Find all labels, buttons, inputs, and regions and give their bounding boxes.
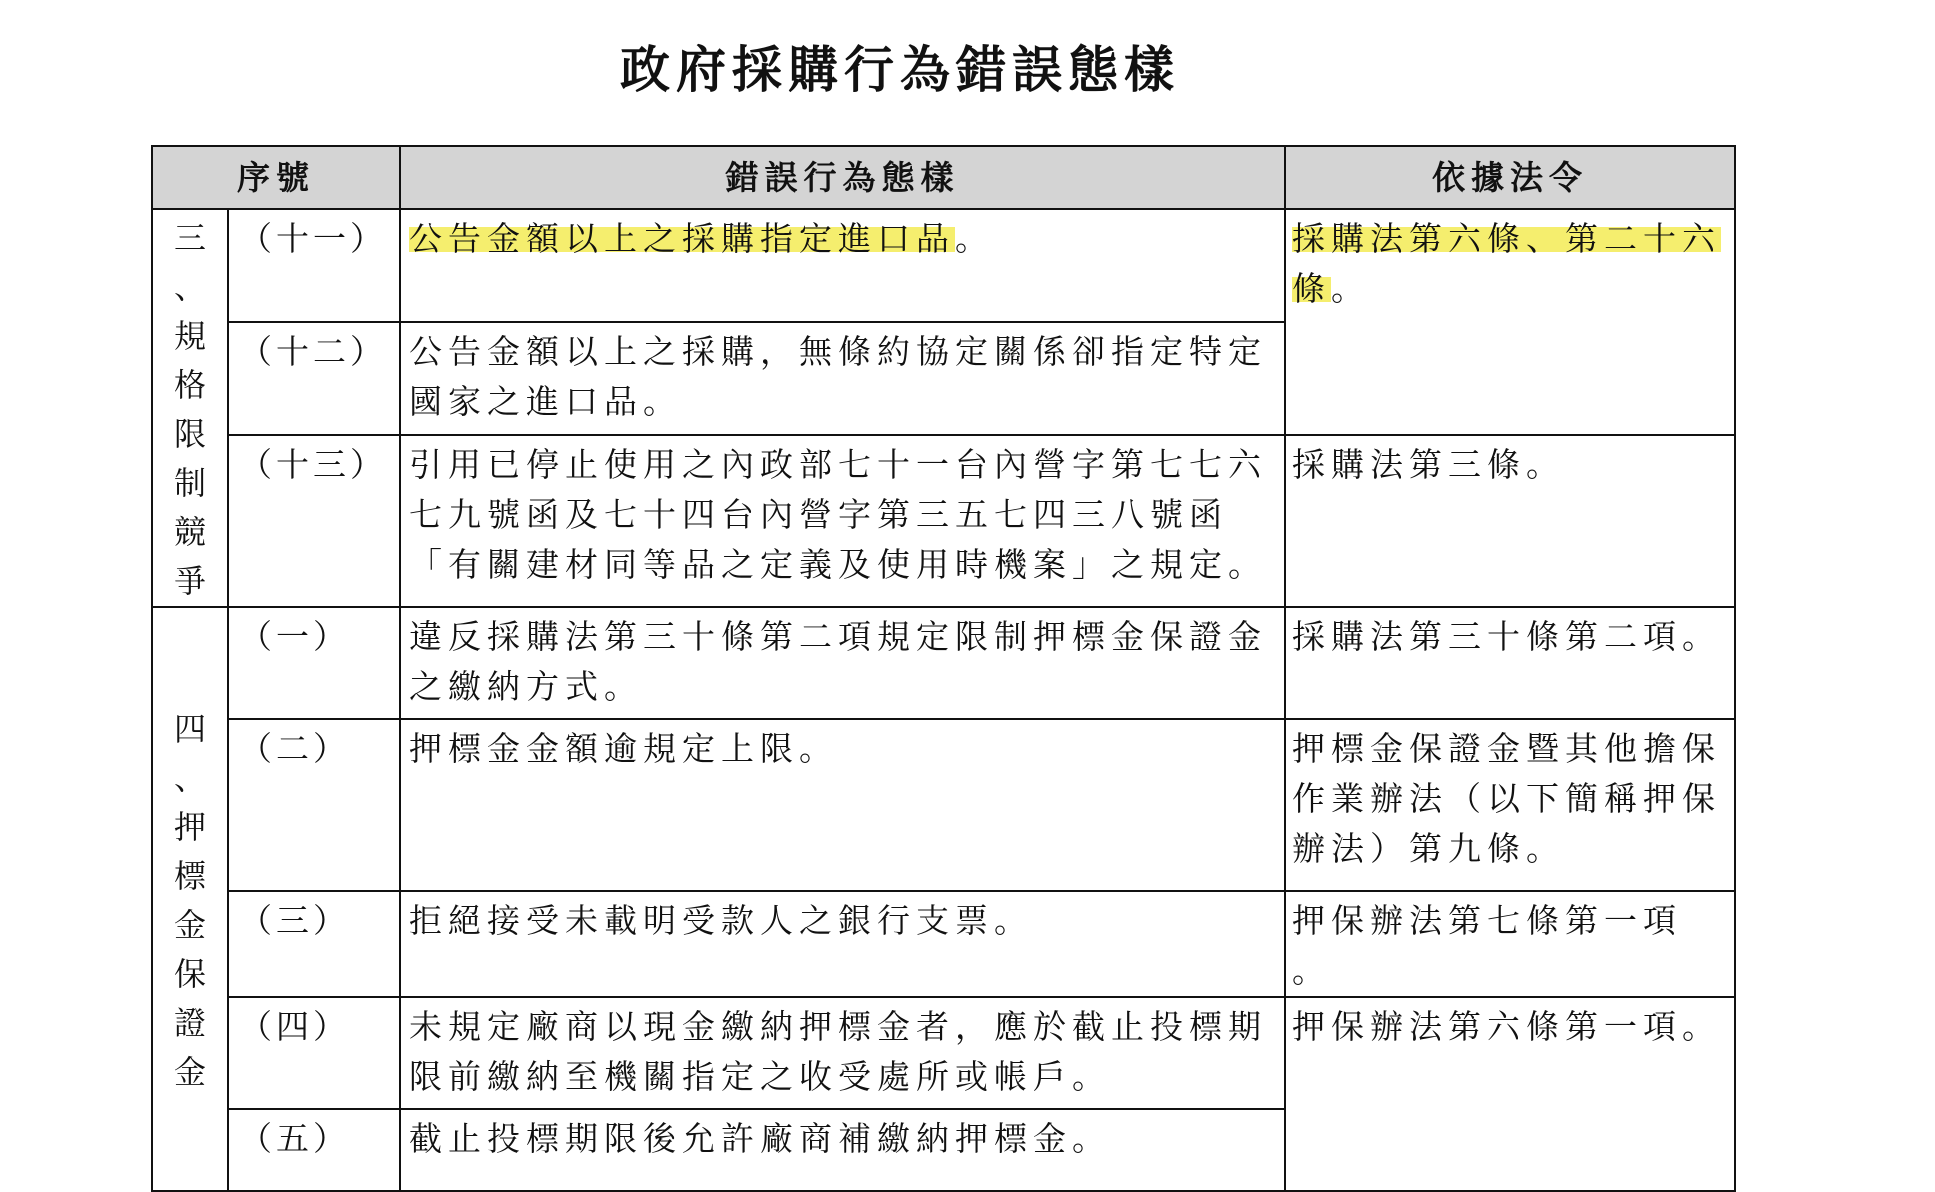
row-law: 採購法第三條。 <box>1285 435 1735 607</box>
row-number: （一） <box>228 607 400 719</box>
table-row <box>152 719 1735 891</box>
table-row <box>152 209 1735 322</box>
row-number: （五） <box>228 1109 400 1191</box>
row-law: 採購法第三十條第二項。 <box>1285 607 1735 719</box>
header-law: 依據法令 <box>1285 146 1735 209</box>
row-description: 公告金額以上之採購指定進口品。 <box>400 209 1285 322</box>
section-4-label: 四 、 押 標 金 保 證 金 <box>152 607 228 1191</box>
row-description: 拒絕接受未載明受款人之銀行支票。 <box>400 891 1285 997</box>
row-description: 押標金金額逾規定上限。 <box>400 719 1285 891</box>
table-row <box>152 891 1735 997</box>
row-law: 採購法第六條、第二十六條。 <box>1285 209 1735 435</box>
row-description: 截止投標期限後允許廠商補繳納押標金。 <box>400 1109 1285 1191</box>
row-number: （十三） <box>228 435 400 607</box>
page-title: 政府採購行為錯誤態樣 <box>620 40 1180 99</box>
header-behavior: 錯誤行為態樣 <box>400 146 1285 209</box>
row-law: 押保辦法第六條第一項。 <box>1285 997 1735 1191</box>
table-header-row <box>152 146 1735 209</box>
row-description: 引用已停止使用之內政部七十一台內營字第七七六七九號函及七十四台內營字第三五七四三八號函「有關建材同等品之定義及使用時機案」之規定。 <box>400 435 1285 607</box>
row-description: 公告金額以上之採購，無條約協定關係卻指定特定國家之進口品。 <box>400 322 1285 434</box>
row-description: 未規定廠商以現金繳納押標金者，應於截止投標期限前繳納至機關指定之收受處所或帳戶。 <box>400 997 1285 1109</box>
section-3-label: 三 、 規 格 限 制 競 爭 <box>152 209 228 607</box>
row-number: （二） <box>228 719 400 891</box>
row-number: （十二） <box>228 322 400 434</box>
row-description: 違反採購法第三十條第二項規定限制押標金保證金之繳納方式。 <box>400 607 1285 719</box>
row-law: 押標金保證金暨其他擔保作業辦法（以下簡稱押保辦法）第九條。 <box>1285 719 1735 891</box>
row-number: （三） <box>228 891 400 997</box>
highlighted-text: 公告金額以上之採購指定進口品 <box>409 219 955 258</box>
highlighted-text: 採購法第六條、第二十六條 <box>1292 219 1721 308</box>
table-row <box>152 997 1735 1109</box>
row-law: 押保辦法第七條第一項 。 <box>1285 891 1735 997</box>
table-row <box>152 607 1735 719</box>
error-patterns-table <box>151 145 1736 1192</box>
table-row <box>152 435 1735 607</box>
row-number: （十一） <box>228 209 400 322</box>
row-number: （四） <box>228 997 400 1109</box>
header-no: 序號 <box>152 146 400 209</box>
